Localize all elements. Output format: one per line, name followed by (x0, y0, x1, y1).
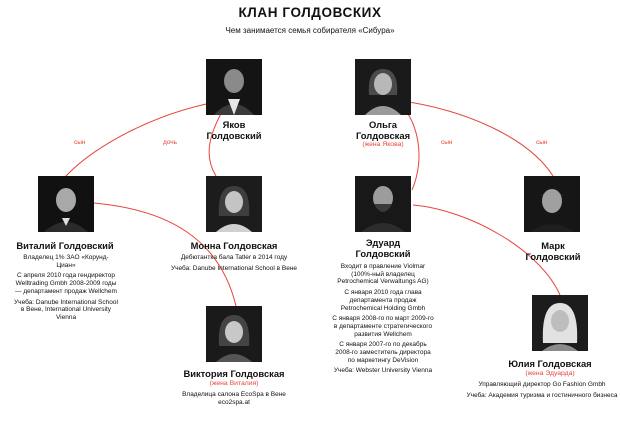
eduard-info-board: Входит в правление Violmar (100%-ный владелец Petrochemical Verwaltungs AG) (337, 263, 429, 286)
relation-label-son-eduard: сын (441, 139, 453, 146)
eduard-name-first: Эдуард (365, 237, 401, 248)
mark-photo (524, 176, 580, 232)
vitaly-info-education: Учеба: Danube International School в Вене, International University Vienna (14, 298, 118, 321)
vitaly-info-ownership: Владелец 1% ЗАО «Корунд-Циан» (23, 254, 109, 269)
yakov-photo (206, 59, 262, 115)
victoria-info-business: Владелица салона EcoSpa в Вене eco2spa.at (182, 391, 286, 406)
relation-label-son-vitaly: сын (74, 139, 86, 146)
yulia-info-education: Учеба: Академия туризма и гостиничного бизнеса (466, 391, 618, 399)
eduard-info-marketing: С января 2007-го по декабрь 2008-го заместитель директора по маркетингу DeVision (335, 341, 431, 364)
vitaly-photo (38, 176, 94, 232)
vitaly-info (14, 254, 118, 325)
vitaly-info-career: С апреля 2010 года гендиректор Welltrading Gmbh 2008-2009 годы — департамент продаж Wellchem (15, 272, 117, 295)
yakov-name-first: Яков (222, 119, 246, 130)
eduard-info-education: Учеба: Webster University Vienna (333, 367, 433, 375)
yakov-name (186, 119, 282, 141)
mark-name (505, 240, 601, 262)
olga-name-first: Ольга (368, 119, 397, 130)
victoria-info (174, 391, 294, 409)
yulia-spouse-note: (жена Эдуарда) (525, 370, 575, 377)
relation-label-son-mark: сын (536, 139, 548, 146)
yulia-photo (532, 295, 588, 351)
diagram-title: КЛАН ГОЛДОВСКИХ (238, 5, 382, 20)
eduard-photo (355, 176, 411, 232)
vitaly-name: Виталий Голдовский (16, 240, 114, 251)
mark-name-last: Голдовский (525, 251, 581, 262)
olga-name-last: Голдовская (355, 130, 411, 141)
olga-name (335, 119, 431, 141)
victoria-spouse-note: (жена Виталия) (209, 380, 259, 387)
yulia-info-position: Управляющий директор Go Fashion Gmbh (478, 381, 606, 388)
victoria-name: Виктория Голдовская (183, 368, 285, 379)
eduard-name-last: Голдовский (355, 248, 411, 259)
monna-info (166, 254, 302, 275)
eduard-info (332, 263, 434, 378)
relation-label-daughter-monna: дочь (163, 139, 178, 146)
diagram-subtitle: Чем занимается семья собирателя «Сибура» (225, 26, 395, 35)
eduard-info-strategy: С января 2008-го по март 2009-го в департаменте стратегического развития Wellchem (332, 315, 434, 338)
monna-info-education: Учеба: Danube International School в Вене (170, 264, 298, 272)
monna-info-debut: Дебютантка бала Tatler в 2014 году (180, 254, 288, 261)
eduard-info-sales: С января 2010 года глава департамента продаж Petrochemical Holding Gmbh (340, 289, 426, 312)
mark-name-first: Марк (541, 240, 565, 251)
eduard-name (335, 237, 431, 259)
monna-name: Монна Голдовская (190, 240, 278, 251)
olga-spouse-note: (жена Якова) (362, 141, 404, 148)
olga-photo (355, 59, 411, 115)
victoria-photo (206, 306, 262, 362)
yulia-info (466, 381, 618, 402)
monna-photo (206, 176, 262, 232)
yulia-name: Юлия Голдовская (508, 358, 592, 369)
yakov-name-last: Голдовский (206, 130, 262, 141)
